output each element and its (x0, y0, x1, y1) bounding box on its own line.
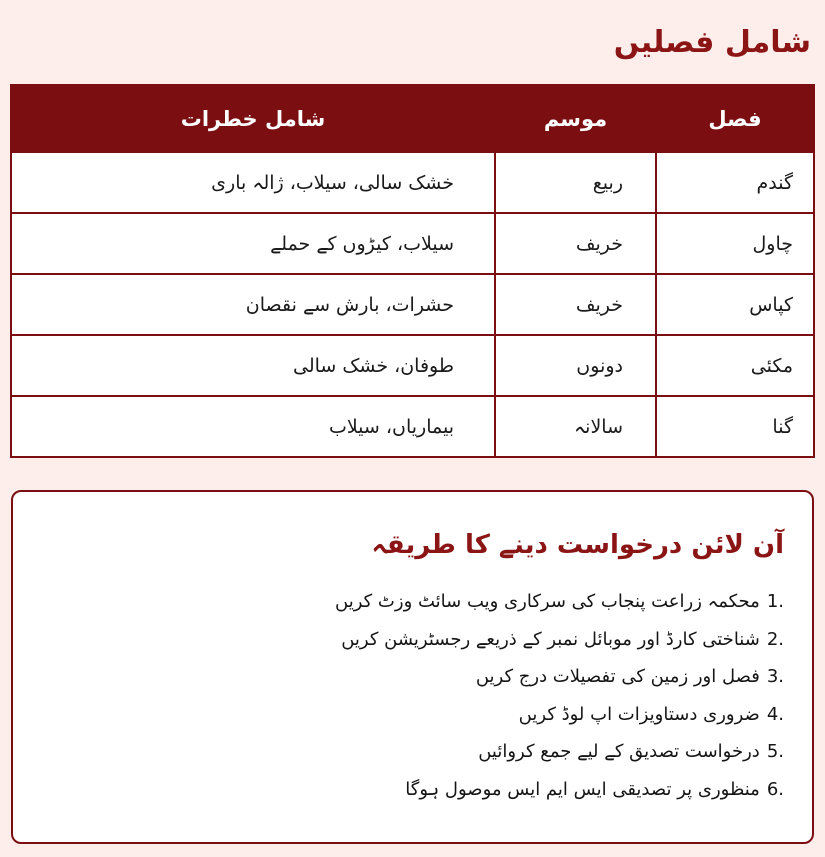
cell-crop: کپاس (656, 274, 814, 335)
application-steps-list (41, 591, 784, 801)
cell-crop: مکئی (656, 335, 814, 396)
list-item (41, 591, 784, 614)
step-number: 3. (766, 666, 784, 687)
cell-season: سالانہ (495, 396, 656, 457)
column-header-season: موسم (495, 85, 656, 152)
step-text: منظوری پر تصدیقی ایس ایم ایس موصول ہوگا (405, 778, 760, 800)
step-number: 2. (766, 628, 784, 650)
list-item (41, 741, 784, 764)
cell-risks: بیماریاں، سیلاب (11, 396, 495, 457)
column-header-crop: فصل (656, 85, 814, 152)
cell-risks: خشک سالی، سیلاب، ژالہ باری (11, 152, 495, 213)
cell-risks: سیلاب، کیڑوں کے حملے (11, 213, 495, 274)
page-title: شامل فصلیں (613, 25, 811, 60)
cell-season: ربیع (495, 152, 656, 213)
cell-crop: گنا (656, 396, 814, 457)
list-item (41, 666, 784, 689)
step-number: 5. (766, 741, 784, 762)
column-header-risks: شامل خطرات (11, 85, 495, 152)
table-row (11, 335, 814, 396)
table-row (11, 396, 814, 457)
cell-crop: گندم (656, 152, 814, 213)
table-row (11, 213, 814, 274)
online-application-panel (11, 490, 814, 844)
list-item (41, 779, 784, 802)
table-header-row (11, 85, 814, 152)
cell-risks: طوفان، خشک سالی (11, 335, 495, 396)
step-number: 4. (766, 703, 784, 725)
cell-season: خریف (495, 213, 656, 274)
step-text: ضروری دستاویزات اپ لوڈ کریں (518, 703, 760, 725)
cell-crop: چاول (656, 213, 814, 274)
cell-season: خریف (495, 274, 656, 335)
step-text: درخواست تصدیق کے لیے جمع کروائیں (478, 741, 760, 762)
list-item (41, 704, 784, 727)
step-text: محکمہ زراعت پنجاب کی سرکاری ویب سائٹ وزٹ کریں (335, 591, 760, 612)
list-item (41, 629, 784, 652)
step-text: شناختی کارڈ اور موبائل نمبر کے ذریعے رجسٹریشن کریں (341, 628, 760, 650)
crops-table (10, 84, 815, 458)
cell-risks: حشرات، بارش سے نقصان (11, 274, 495, 335)
table-row (11, 152, 814, 213)
table-row (11, 274, 814, 335)
application-section-title: آن لائن درخواست دینے کا طریقہ (371, 530, 784, 560)
step-number: 6. (766, 778, 784, 800)
step-number: 1. (766, 591, 784, 612)
cell-season: دونوں (495, 335, 656, 396)
step-text: فصل اور زمین کی تفصیلات درج کریں (475, 666, 760, 687)
